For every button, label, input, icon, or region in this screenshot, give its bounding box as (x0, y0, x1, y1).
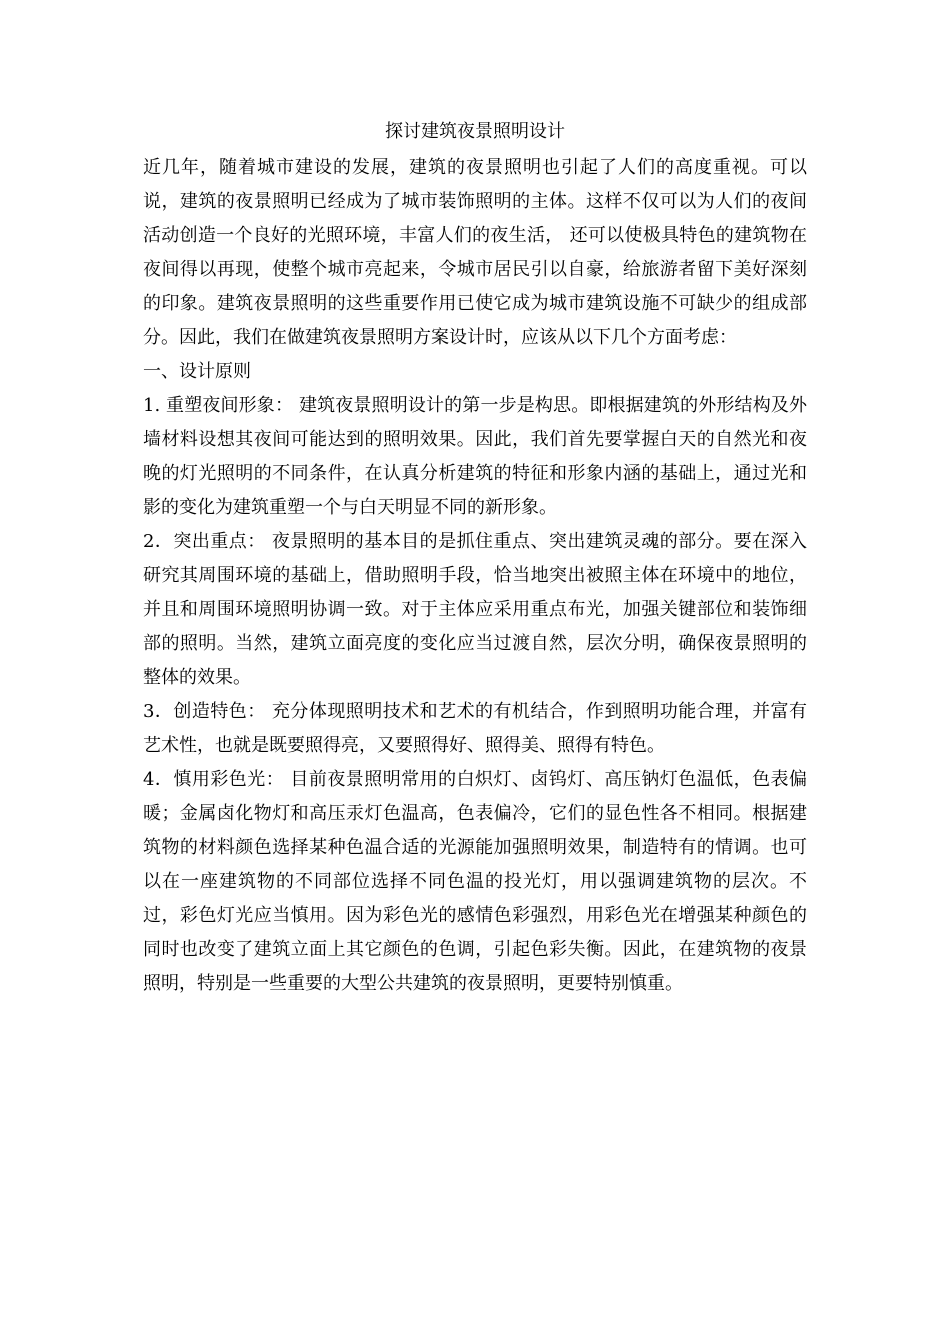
principle-3-paragraph: 3．创造特色： 充分体现照明技术和艺术的有机结合，作到照明功能合理，并富有艺术性，也就是既要照得亮，又要照得好、照得美、照得有特色。 (143, 701, 807, 756)
document-title: 探讨建筑夜景照明设计 (385, 121, 565, 142)
principle-4-paragraph: 4．慎用彩色光： 目前夜景照明常用的白炽灯、卤钨灯、高压钠灯色温低，色表偏暖；金属卤化物灯和高压汞灯色温高，色表偏冷，它们的显色性各不相同。根据建筑物的材料颜色选择某种色温合适的光源能加强照明效果，制造特有的情调。也可以在一座建筑物的不同部位选择不同色温的投光灯，用以强调建筑物的层次。不过，彩色灯光应当慎用。因为彩色光的感情色彩强烈，用彩色光在增强某种颜色的同时也改变了建筑立面上其它颜色的色调，引起色彩失衡。因此，在建筑物的夜景照明，特别是一些重要的大型公共建筑的夜景照明，更要特别慎重。 (143, 769, 807, 994)
principle-1-paragraph: 1. 重塑夜间形象： 建筑夜景照明设计的第一步是构思。即根据建筑的外形结构及外墙材料设想其夜间可能达到的照明效果。因此，我们首先要掌握白天的自然光和夜晚的灯光照明的不同条件，在认真分析建筑的特征和形象内涵的基础上，通过光和影的变化为建筑重塑一个与白天明显不同的新形象。 (143, 395, 807, 518)
document-body (143, 117, 807, 1001)
section-heading-design-principles: 一、设计原则 (143, 361, 251, 382)
intro-paragraph: 近几年，随着城市建设的发展，建筑的夜景照明也引起了人们的高度重视。可以说，建筑的夜景照明已经成为了城市装饰照明的主体。这样不仅可以为人们的夜间活动创造一个良好的光照环境，丰富人们的夜生活， 还可以使极具特色的建筑物在夜间得以再现，使整个城市亮起来，令城市居民引以自豪，给旅游者留下美好深刻的印象。建筑夜景照明的这些重要作用已使它成为城市建筑设施不可缺少的组成部分。因此，我们在做建筑夜景照明方案设计时，应该从以下几个方面考虑： (143, 157, 807, 348)
principle-2-paragraph: 2．突出重点： 夜景照明的基本目的是抓住重点、突出建筑灵魂的部分。要在深入研究其周围环境的基础上，借助照明手段，恰当地突出被照主体在环境中的地位，并且和周围环境照明协调一致。对于主体应采用重点布光，加强关键部位和装饰细部的照明。当然，建筑立面亮度的变化应当过渡自然，层次分明，确保夜景照明的整体的效果。 (143, 531, 807, 688)
